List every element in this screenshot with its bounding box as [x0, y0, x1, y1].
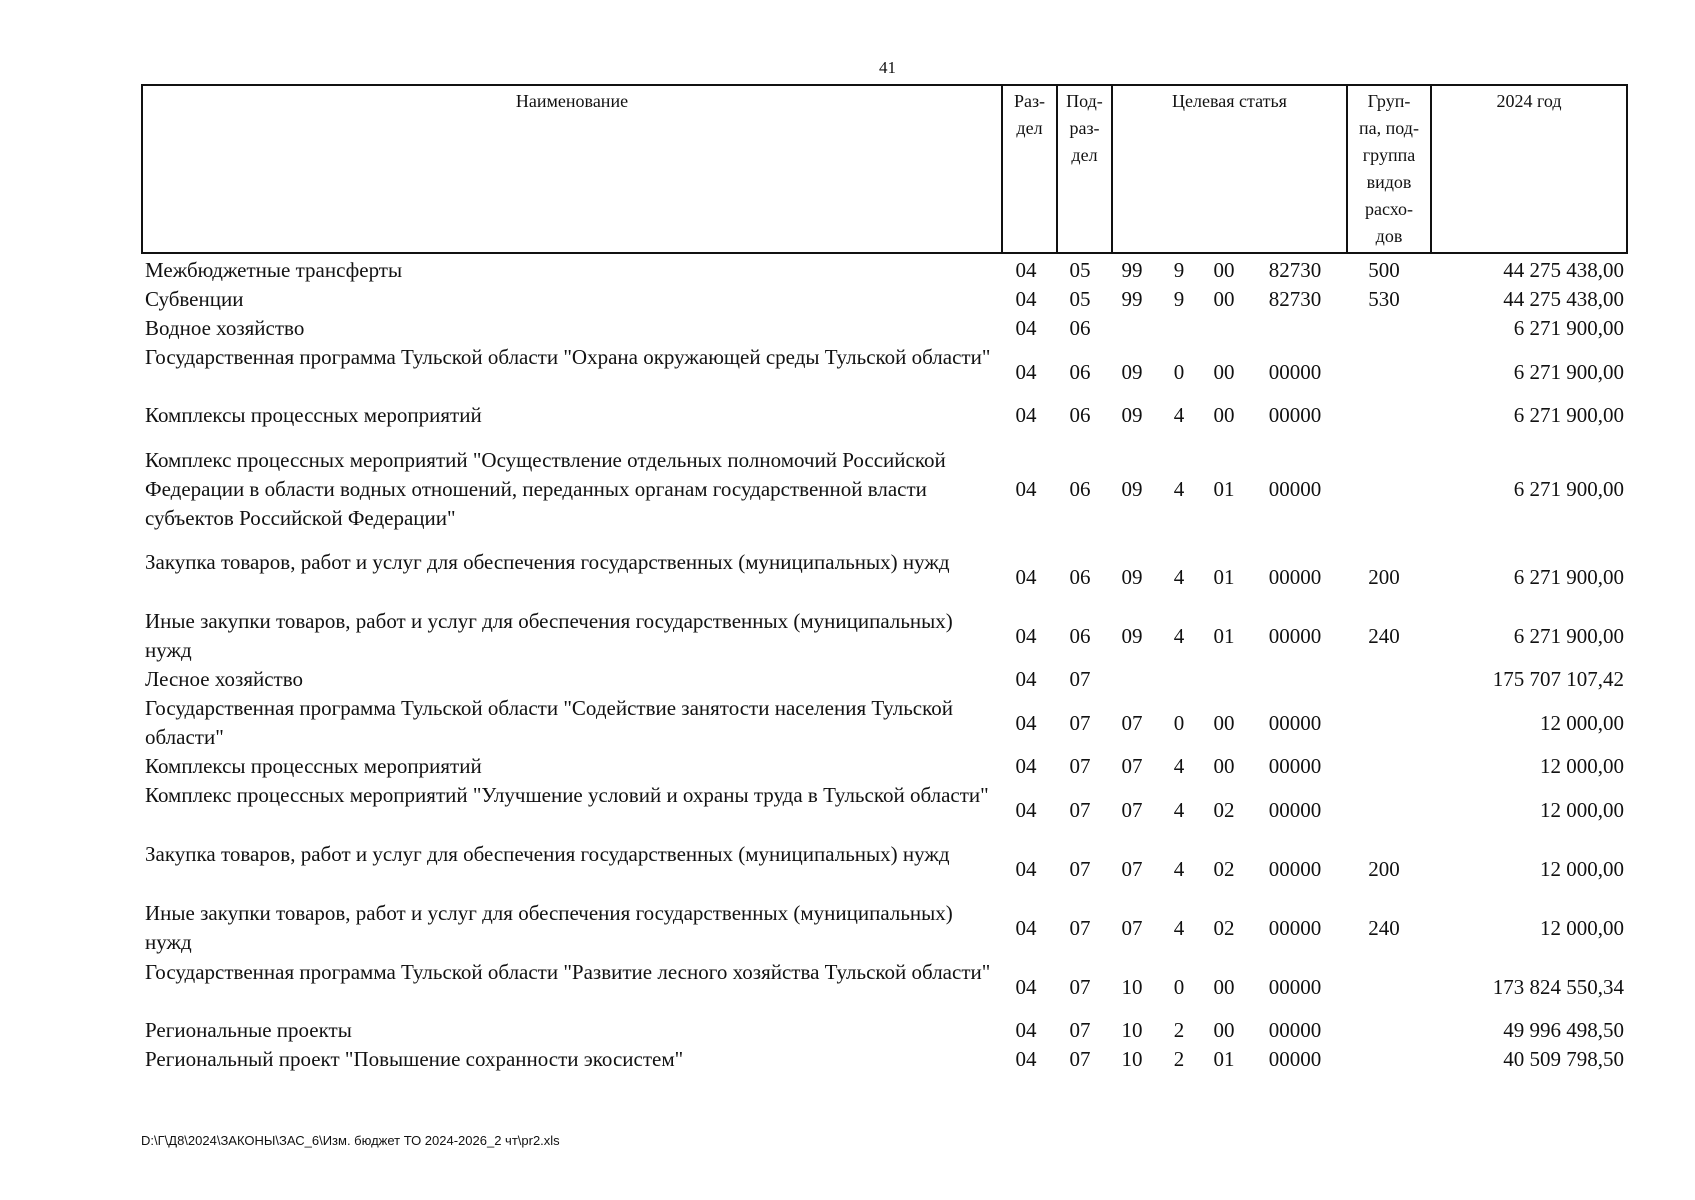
target-subprogram-cell: 0: [1173, 359, 1185, 384]
amount-2024-cell: 173 824 550,34: [1492, 974, 1624, 999]
target-subprogram-cell: 4: [1173, 403, 1185, 427]
amount-2024-cell: 12 000,00: [1540, 754, 1624, 778]
podrazdel-cell: 07: [1069, 974, 1091, 999]
target-subprogram-cell: 9: [1173, 287, 1185, 311]
target-event-cell: 00: [1213, 754, 1235, 778]
target-subprogram-cell: 0: [1173, 974, 1185, 999]
target-direction-cell: 00000: [1268, 915, 1322, 940]
podrazdel-cell: 06: [1069, 477, 1091, 501]
header-subsection-line: раз-: [1069, 118, 1100, 138]
table-row: [0, 781, 1695, 839]
target-program-cell: 10: [1121, 1047, 1143, 1071]
target-event-cell: 01: [1213, 564, 1235, 589]
table-row: [0, 343, 1695, 401]
razdel-cell: 04: [1015, 667, 1037, 691]
target-event-cell: 00: [1213, 287, 1235, 311]
header-group-line: Груп-: [1367, 91, 1411, 111]
razdel-cell: 04: [1015, 403, 1037, 427]
target-direction-cell: 00000: [1268, 477, 1322, 501]
podrazdel-cell: 07: [1069, 710, 1091, 735]
header-subsection-line: Под-: [1066, 91, 1103, 111]
row-name: Межбюджетные трансферты: [145, 258, 403, 282]
target-program-cell: 07: [1121, 797, 1143, 822]
table-row: [0, 401, 1695, 430]
razdel-cell: 04: [1015, 287, 1037, 311]
target-program-cell: 10: [1121, 974, 1143, 999]
target-event-cell: 00: [1213, 1018, 1235, 1042]
target-direction-cell: 00000: [1268, 974, 1322, 999]
amount-2024-cell: 6 271 900,00: [1513, 623, 1624, 648]
table-row: [0, 1045, 1695, 1074]
razdel-cell: 04: [1015, 1018, 1037, 1042]
target-program-cell: 09: [1121, 359, 1143, 384]
target-program-cell: 09: [1121, 623, 1143, 648]
target-direction-cell: 00000: [1268, 797, 1322, 822]
header-group-line: расхо-: [1364, 199, 1414, 219]
target-event-cell: 01: [1213, 1047, 1235, 1071]
target-direction-cell: 00000: [1268, 403, 1322, 427]
razdel-cell: 04: [1015, 1047, 1037, 1071]
razdel-cell: 04: [1015, 564, 1037, 589]
razdel-cell: 04: [1015, 258, 1037, 282]
target-subprogram-cell: 4: [1173, 623, 1185, 648]
target-program-cell: 07: [1121, 754, 1143, 778]
target-event-cell: 01: [1213, 623, 1235, 648]
target-subprogram-cell: 4: [1173, 856, 1185, 881]
header-subsection-line: дел: [1071, 145, 1098, 165]
row-name: Государственная программа Тульской области "Охрана окружающей среды Тульской области": [145, 345, 991, 369]
row-name: Региональный проект "Повышение сохранности экосистем": [145, 1047, 684, 1071]
table-row: [0, 752, 1695, 781]
row-name: Иные закупки товаров, работ и услуг для обеспечения государственных (муниципальных) нужд: [145, 609, 953, 662]
header-group-line: дов: [1375, 226, 1403, 246]
table-row: [0, 694, 1695, 752]
target-program-cell: 99: [1121, 258, 1143, 282]
razdel-cell: 04: [1015, 623, 1037, 648]
amount-2024-cell: 6 271 900,00: [1513, 316, 1624, 340]
target-program-cell: 07: [1121, 710, 1143, 735]
expense-group-cell: 200: [1368, 856, 1400, 881]
podrazdel-cell: 07: [1069, 797, 1091, 822]
amount-2024-cell: 175 707 107,42: [1492, 667, 1624, 691]
target-program-cell: 09: [1121, 403, 1143, 427]
table-row: [0, 548, 1695, 606]
target-subprogram-cell: 2: [1173, 1047, 1185, 1071]
expense-group-cell: 240: [1368, 623, 1400, 648]
header-target-label: Целевая статья: [1172, 91, 1287, 111]
row-name: Комплексы процессных мероприятий: [145, 403, 482, 427]
amount-2024-cell: 44 275 438,00: [1503, 258, 1624, 282]
razdel-cell: 04: [1015, 974, 1037, 999]
expense-group-cell: 240: [1368, 915, 1400, 940]
podrazdel-cell: 07: [1069, 1047, 1091, 1071]
target-program-cell: 09: [1121, 477, 1143, 501]
razdel-cell: 04: [1015, 359, 1037, 384]
target-event-cell: 00: [1213, 974, 1235, 999]
razdel-cell: 04: [1015, 710, 1037, 735]
razdel-cell: 04: [1015, 316, 1037, 340]
podrazdel-cell: 07: [1069, 754, 1091, 778]
target-program-cell: 10: [1121, 1018, 1143, 1042]
target-subprogram-cell: 4: [1173, 797, 1185, 822]
target-direction-cell: 00000: [1268, 564, 1322, 589]
target-direction-cell: 00000: [1268, 623, 1322, 648]
target-program-cell: 09: [1121, 564, 1143, 589]
header-year-label: 2024 год: [1496, 91, 1562, 111]
podrazdel-cell: 07: [1069, 915, 1091, 940]
target-event-cell: 00: [1213, 403, 1235, 427]
podrazdel-cell: 06: [1069, 564, 1091, 589]
razdel-cell: 04: [1015, 477, 1037, 501]
amount-2024-cell: 44 275 438,00: [1503, 287, 1624, 311]
target-program-cell: 07: [1121, 856, 1143, 881]
target-subprogram-cell: 4: [1173, 477, 1185, 501]
table-row: [0, 840, 1695, 898]
target-event-cell: 00: [1213, 258, 1235, 282]
podrazdel-cell: 06: [1069, 359, 1091, 384]
razdel-cell: 04: [1015, 915, 1037, 940]
amount-2024-cell: 12 000,00: [1540, 710, 1624, 735]
amount-2024-cell: 40 509 798,50: [1503, 1047, 1624, 1071]
target-subprogram-cell: 4: [1173, 915, 1185, 940]
table-row: [0, 1016, 1695, 1045]
podrazdel-cell: 05: [1069, 258, 1091, 282]
table-row: [0, 958, 1695, 1016]
target-direction-cell: 82730: [1268, 258, 1322, 282]
header-name-label: Наименование: [515, 91, 629, 111]
target-direction-cell: 00000: [1268, 1018, 1322, 1042]
target-program-cell: 99: [1121, 287, 1143, 311]
target-subprogram-cell: 4: [1173, 754, 1185, 778]
target-direction-cell: 00000: [1268, 1047, 1322, 1071]
table-row: [0, 899, 1695, 957]
table-row: [0, 665, 1695, 694]
target-subprogram-cell: 0: [1173, 710, 1185, 735]
target-event-cell: 01: [1213, 477, 1235, 501]
expense-group-cell: 530: [1368, 287, 1400, 311]
razdel-cell: 04: [1015, 797, 1037, 822]
podrazdel-cell: 06: [1069, 403, 1091, 427]
row-name: Комплекс процессных мероприятий "Осуществление отдельных полномочий Российской Федерации в области водных отношений, переданных органам государственной власти субъектов Российской Федерации": [145, 448, 946, 530]
target-direction-cell: 00000: [1268, 754, 1322, 778]
row-name: Комплексы процессных мероприятий: [145, 754, 482, 778]
podrazdel-cell: 05: [1069, 287, 1091, 311]
file-path-footer: D:\Г\Д8\2024\ЗАКОНЫ\ЗАС_6\Изм. бюджет ТО 2024-2026_2 чт\pr2.xls: [141, 1133, 560, 1148]
podrazdel-cell: 06: [1069, 623, 1091, 648]
header-group-line: па, под-: [1359, 118, 1419, 138]
target-event-cell: 00: [1213, 710, 1235, 735]
row-name: Государственная программа Тульской области "Содействие занятости населения Тульской области": [145, 696, 953, 749]
table-row: [0, 285, 1695, 314]
amount-2024-cell: 6 271 900,00: [1513, 403, 1624, 427]
target-direction-cell: 82730: [1268, 287, 1322, 311]
row-name: Государственная программа Тульской области "Развитие лесного хозяйства Тульской области": [145, 960, 991, 984]
amount-2024-cell: 6 271 900,00: [1513, 564, 1624, 589]
razdel-cell: 04: [1015, 856, 1037, 881]
target-direction-cell: 00000: [1268, 359, 1322, 384]
target-event-cell: 02: [1213, 797, 1235, 822]
table-row: [0, 256, 1695, 285]
target-subprogram-cell: 2: [1173, 1018, 1185, 1042]
podrazdel-cell: 07: [1069, 667, 1091, 691]
row-name: Водное хозяйство: [145, 316, 305, 340]
row-name: Лесное хозяйство: [145, 667, 303, 691]
target-event-cell: 02: [1213, 856, 1235, 881]
row-name: Иные закупки товаров, работ и услуг для обеспечения государственных (муниципальных) нужд: [145, 901, 953, 954]
page-number: 41: [879, 58, 896, 77]
header-section-line: дел: [1016, 118, 1043, 138]
amount-2024-cell: 49 996 498,50: [1503, 1018, 1624, 1042]
header-section-line: Раз-: [1013, 91, 1046, 111]
amount-2024-cell: 12 000,00: [1540, 856, 1624, 881]
amount-2024-cell: 12 000,00: [1540, 915, 1624, 940]
target-direction-cell: 00000: [1268, 710, 1322, 735]
target-direction-cell: 00000: [1268, 856, 1322, 881]
row-name: Закупка товаров, работ и услуг для обеспечения государственных (муниципальных) нужд: [145, 550, 950, 574]
target-event-cell: 02: [1213, 915, 1235, 940]
razdel-cell: 04: [1015, 754, 1037, 778]
row-name: Комплекс процессных мероприятий "Улучшение условий и охраны труда в Тульской области": [145, 783, 989, 807]
header-group-line: группа: [1362, 145, 1416, 165]
target-program-cell: 07: [1121, 915, 1143, 940]
podrazdel-cell: 07: [1069, 856, 1091, 881]
expense-group-cell: 200: [1368, 564, 1400, 589]
row-name: Субвенции: [145, 287, 244, 311]
table-row: [0, 446, 1695, 533]
table-row: [0, 607, 1695, 665]
expense-group-cell: 500: [1368, 258, 1400, 282]
podrazdel-cell: 07: [1069, 1018, 1091, 1042]
podrazdel-cell: 06: [1069, 316, 1091, 340]
amount-2024-cell: 6 271 900,00: [1513, 477, 1624, 501]
amount-2024-cell: 12 000,00: [1540, 797, 1624, 822]
target-subprogram-cell: 4: [1173, 564, 1185, 589]
row-name: Закупка товаров, работ и услуг для обеспечения государственных (муниципальных) нужд: [145, 842, 950, 866]
header-group-line: видов: [1366, 172, 1412, 192]
target-event-cell: 00: [1213, 359, 1235, 384]
target-subprogram-cell: 9: [1173, 258, 1185, 282]
amount-2024-cell: 6 271 900,00: [1513, 359, 1624, 384]
table-row: [0, 314, 1695, 343]
row-name: Региональные проекты: [145, 1018, 352, 1042]
